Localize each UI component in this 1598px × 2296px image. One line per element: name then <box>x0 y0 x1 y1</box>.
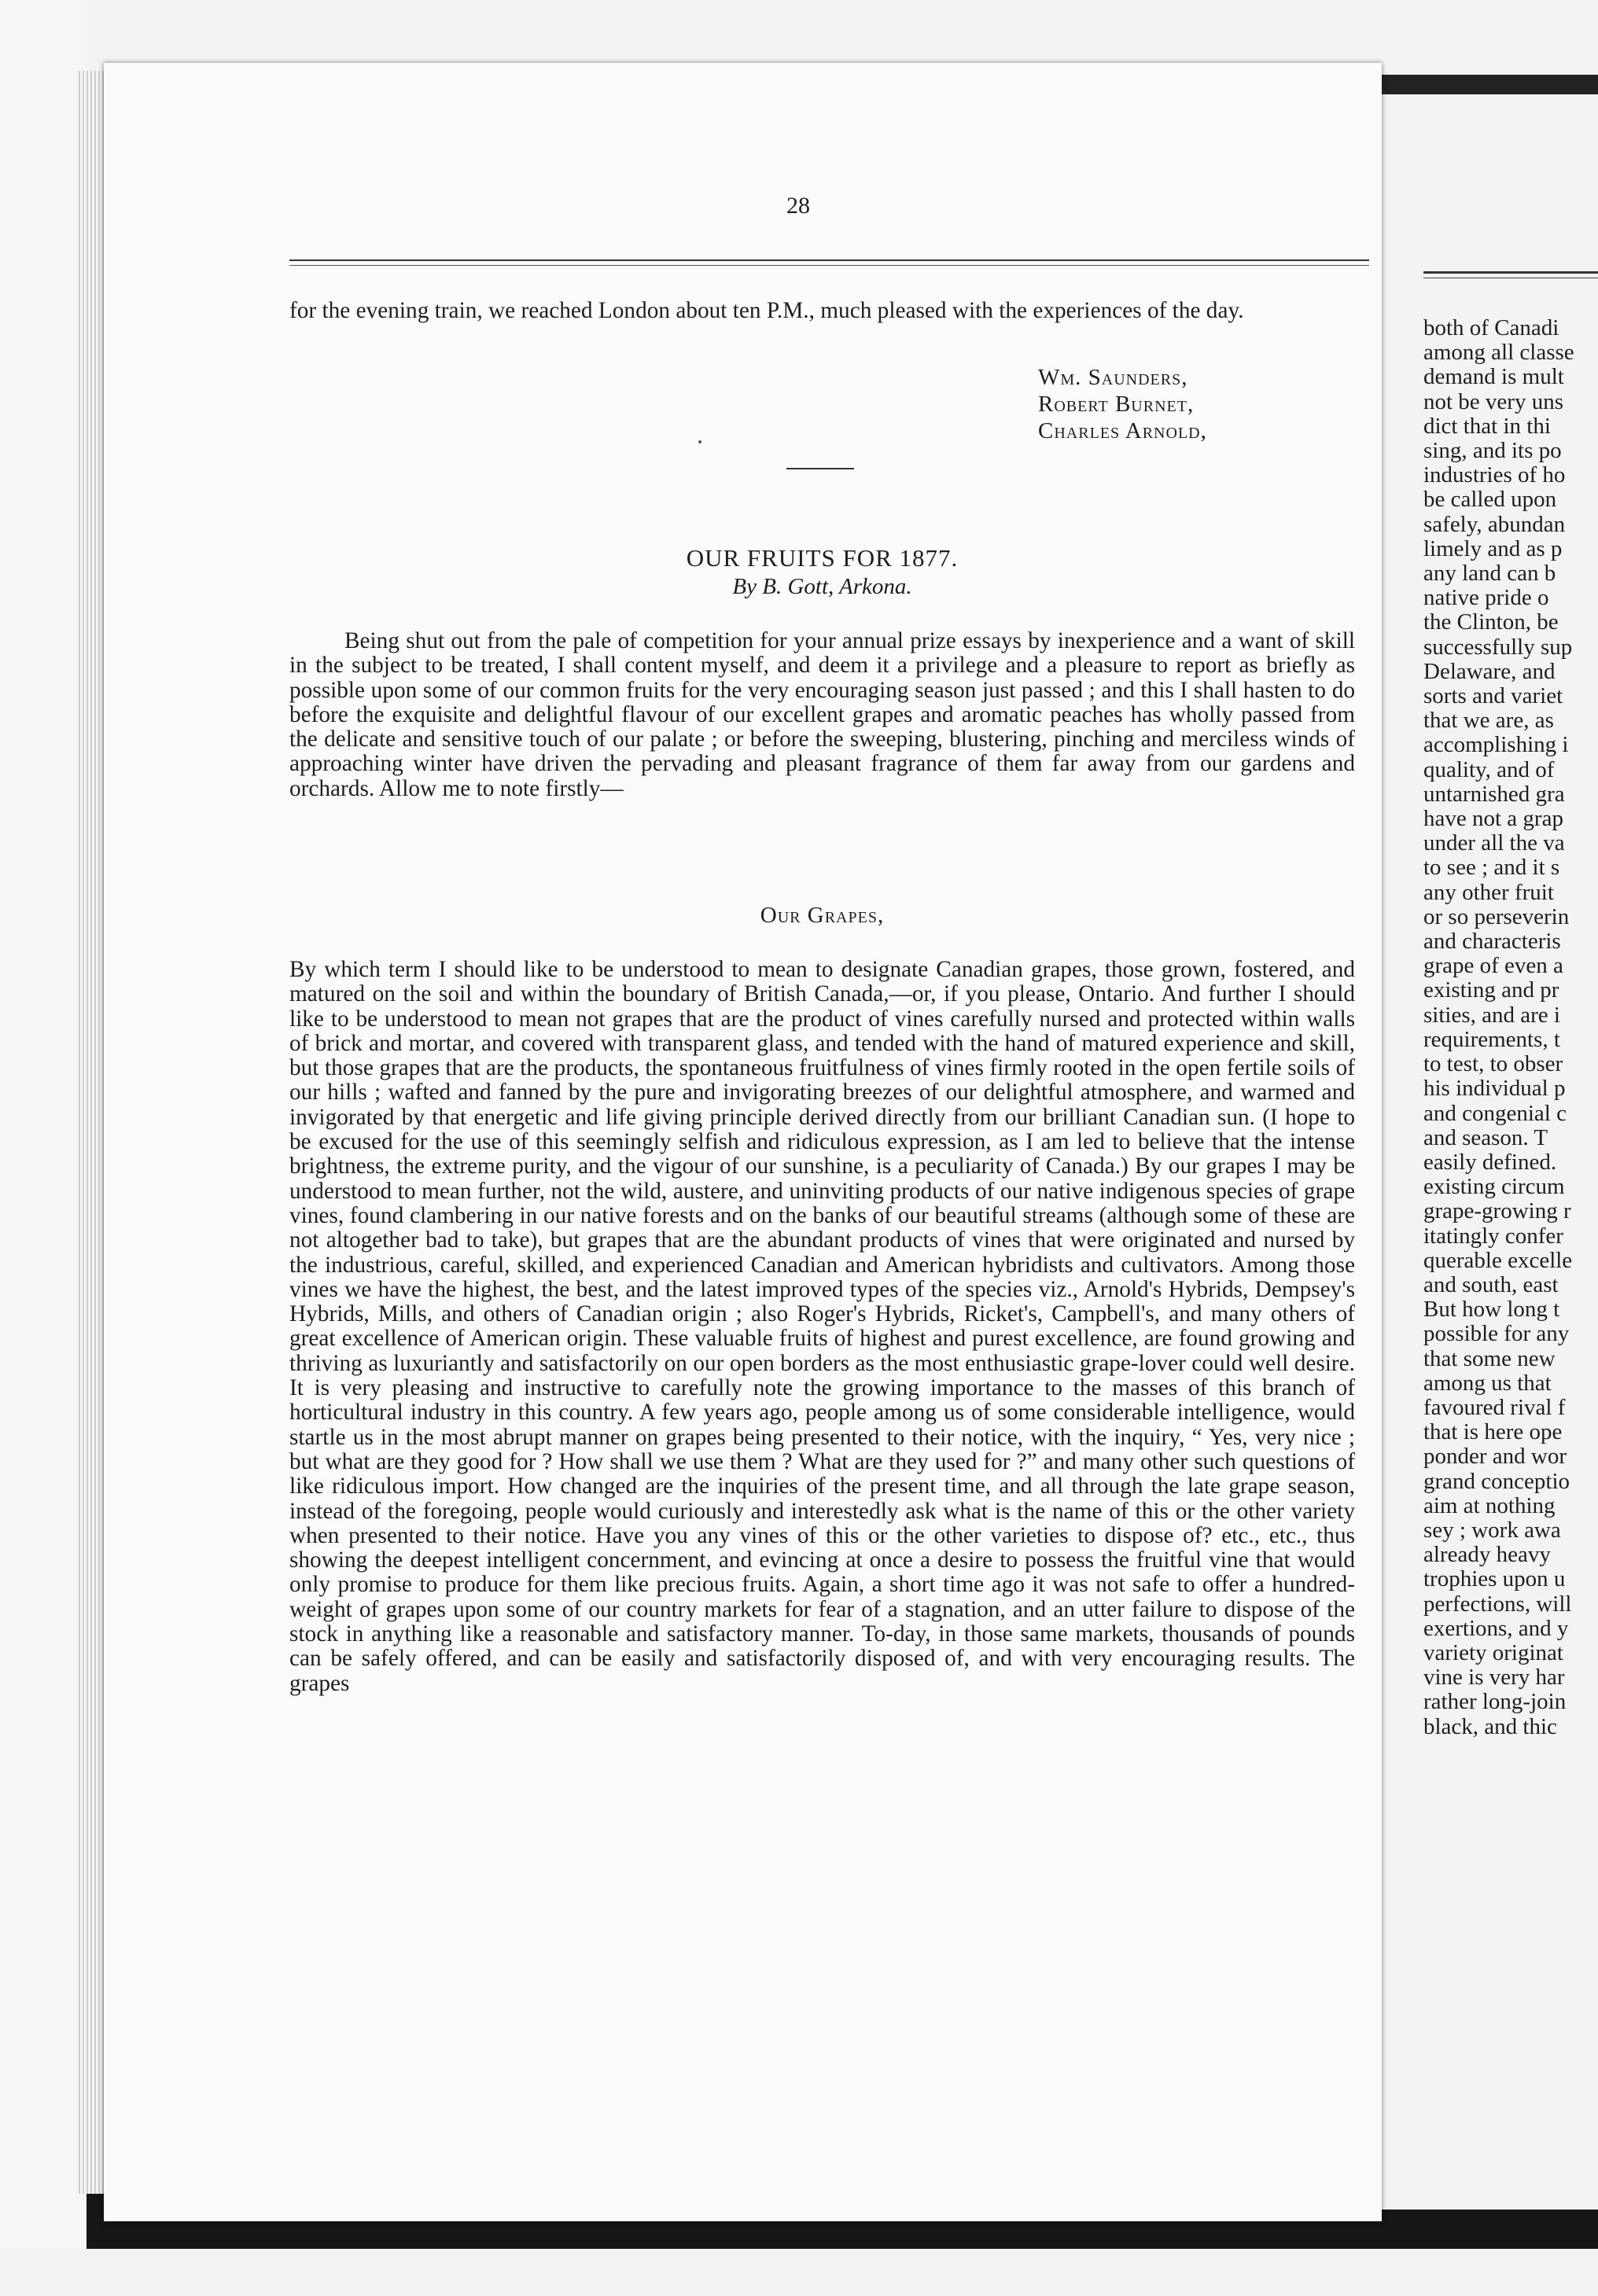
facing-page-line: untarnished gra <box>1423 781 1565 807</box>
facing-page-line: quality, and of <box>1423 756 1555 782</box>
facing-page-line: querable excelle <box>1423 1247 1573 1273</box>
facing-page-line: under all the va <box>1423 830 1565 856</box>
facing-page-line: or so perseverin <box>1423 903 1570 929</box>
facing-page-line: sing, and its po <box>1423 438 1562 464</box>
intro-paragraph: for the evening train, we reached London about ten P.M., much pleased with the experiences of the day. <box>289 298 1244 323</box>
facing-page-line: accomplishing i <box>1423 732 1569 758</box>
header-rule <box>289 259 1369 261</box>
facing-page-line: successfully sup <box>1423 634 1573 660</box>
facing-page-line: and south, east <box>1423 1271 1559 1297</box>
signatory: Wm. Saunders, <box>1038 365 1188 390</box>
article-paragraph: Being shut out from the pale of competition for your annual prize essays by inexperience and a want of skill in the subject to be treated, I shall content myself, and deem it a privilege and a pleasure to report as briefly as possible upon some of our common fruits for the very encouraging season just passed ; and this I shall hasten to do before the exquisite and delightful flavour of our excellent grapes and aromatic peaches has wholly passed from the delicate and sensitive touch of our palate ; or before the sweeping, blustering, pinching and merciless winds of approaching winter have driven the pervading and pleasant fragrance of them far away from our gardens and orchards. Allow me to note firstly— <box>289 628 1355 801</box>
facing-page-text <box>1423 316 1598 1739</box>
facing-page-line: already heavy <box>1423 1542 1551 1568</box>
facing-page-line: exertions, and y <box>1423 1615 1569 1641</box>
facing-page-line: his individual p <box>1423 1076 1566 1102</box>
article-paragraph: By which term I should like to be understood to mean to designate Canadian grapes, those grown, fostered, and matured on the soil and within the boundary of British Canada,—or, if you please, Ontario. And further I should like to be understood to mean not grapes that are the product of vines carefully nursed and protected within walls of brick and mortar, and covered with transparent glass, and tended with the hand of matured experience and skill, but those grapes that are the products, the spontaneous fruitfulness of vines firmly rooted in the open fertile soils of our hills ; wafted and fanned by the pure and invigorating breezes of our delightful atmosphere, and warmed and invigorated by that energetic and life giving principle derived directly from our brilliant Canadian sun. (I hope to be excused for the use of this seemingly selfish and ridiculous expression, as I am led to believe that the intense brightness, the extreme purity, and the vigour of our sunshine, is a peculiarity of Canada.) By our grapes I may be understood to mean further, not the wild, austere, and uninviting products of our native indigenous species of grape vines, found clambering in our native forests and on the banks of our beautiful streams (although some of these are not altogether bad to take), but grapes that are the abundant products of vines that were originated and nursed by the industrious, careful, skilled, and experienced Canadian and American hybridists and cultivators. Among those vines we have the highest, the best, and the latest improved types of the species viz., Arnold's Hybrids, Dempsey's Hybrids, Mills, and others of Canadian origin ; also Roger's Hybrids, Ricket's, Campbell's, and many others of great excellence of American origin. These valuable fruits of highest and purest excellence, are found growing and thriving as luxuriantly and satisfactorily on our open borders as the most enthusiastic grape-lover could well desire. It is very pleasing and instructive to carefully note the growing importance to the masses of this branch of horticultural industry in this country. A few years ago, people among us of some considerable intelligence, would startle us in the most abrupt manner on grapes being presented to their notice, with the inquiry, “ Yes, very nice ; but what are they good for ? How shall we use them ? What are they used for ?” and many other such questions of like ridiculous import. How changed are the inquiries of the present time, and all through the late grape season, instead of the foregoing, people would curiously and interestedly ask what is the name of this or the other variety when presented to their notice. Have you any vines of this or the other varieties to dispose of? etc., etc., thus showing the deepest intelligent concernment, and evincing at once a desire to possess the fruitful vine that would only promise to produce for them like precious fruits. Again, a short time ago it was not safe to offer a hundred-weight of grapes upon some of our country markets for fear of a stagnation, and an utter failure to dispose of the stock in anything like a reasonable and satisfactory manner. To-day, in those same markets, thousands of pounds can be safely offered, and can be easily and satisfactorily disposed of, and with very encouraging results. The grapes <box>289 957 1355 1696</box>
facing-page-line: and congenial c <box>1423 1100 1567 1126</box>
facing-page-line: grape of even a <box>1423 953 1563 979</box>
scan-bottom-margin <box>0 2249 1598 2296</box>
facing-page-line: vine is very har <box>1423 1665 1565 1691</box>
facing-page-line: to test, to obser <box>1423 1051 1563 1077</box>
facing-page-line: to see ; and it s <box>1423 855 1560 881</box>
facing-page-line: safely, abundan <box>1423 511 1566 537</box>
article-title: OUR FRUITS FOR 1877. <box>686 544 959 572</box>
facing-page-line: perfections, will <box>1423 1591 1572 1617</box>
facing-page-line: But how long t <box>1423 1297 1560 1323</box>
facing-page-line: any other fruit <box>1423 879 1554 905</box>
facing-page-line: industries of ho <box>1423 462 1566 488</box>
facing-page-rule <box>1423 271 1598 274</box>
facing-page-line: demand is mult <box>1423 364 1564 390</box>
header-rule-thin <box>289 265 1369 266</box>
facing-page-line: sities, and are i <box>1423 1002 1560 1028</box>
section-divider <box>786 468 854 469</box>
facing-page-line: that some new <box>1423 1345 1556 1371</box>
scan-left-margin <box>0 0 87 2296</box>
facing-page-line: favoured rival f <box>1423 1394 1566 1420</box>
facing-page-line: both of Canadi <box>1423 315 1559 340</box>
signatures <box>1038 364 1207 444</box>
facing-page-line: not be very uns <box>1423 388 1563 414</box>
section-heading: Our Grapes, <box>760 903 885 928</box>
signatory: Robert Burnet, <box>1038 392 1195 417</box>
facing-page-line: have not a grap <box>1423 806 1563 832</box>
facing-page-line: native pride o <box>1423 585 1549 611</box>
page-number: 28 <box>786 193 810 219</box>
facing-page-line: variety originat <box>1423 1639 1563 1665</box>
facing-page-line: grand conceptio <box>1423 1468 1570 1494</box>
facing-page-line: existing circum <box>1423 1174 1565 1200</box>
facing-page-line: and characteris <box>1423 929 1561 955</box>
facing-page-line: sorts and variet <box>1423 683 1563 709</box>
facing-page <box>1376 94 1598 2210</box>
signatory: Charles Arnold, <box>1038 418 1207 443</box>
stray-mark <box>698 440 701 443</box>
facing-page-line: sey ; work awa <box>1423 1517 1561 1543</box>
facing-page-line: any land can b <box>1423 561 1556 587</box>
facing-page-line: possible for any <box>1423 1321 1570 1347</box>
facing-page-line: easily defined. <box>1423 1149 1557 1175</box>
facing-page-line: limely and as p <box>1423 535 1563 561</box>
facing-page-line: that we are, as <box>1423 708 1554 734</box>
facing-page-line: the Clinton, be <box>1423 609 1559 635</box>
facing-page-line: trophies upon u <box>1423 1566 1566 1592</box>
facing-page-line: be called upon <box>1423 487 1557 513</box>
facing-page-line: requirements, t <box>1423 1026 1560 1052</box>
facing-page-line: among us that <box>1423 1370 1552 1396</box>
facing-page-line: existing and pr <box>1423 977 1559 1003</box>
facing-page-line: rather long-join <box>1423 1689 1567 1715</box>
facing-page-line: black, and thic <box>1423 1713 1557 1739</box>
facing-page-line: that is here ope <box>1423 1419 1563 1445</box>
facing-page-line: ponder and wor <box>1423 1444 1567 1470</box>
facing-page-line: dict that in thi <box>1423 413 1551 439</box>
facing-page-line: itatingly confer <box>1423 1223 1563 1249</box>
facing-page-line: Delaware, and <box>1423 658 1556 684</box>
article-byline: By B. Gott, Arkona. <box>732 574 912 599</box>
facing-page-line: grape-growing r <box>1423 1198 1571 1224</box>
facing-page-line: and season. T <box>1423 1124 1548 1150</box>
facing-page-line: aim at nothing <box>1423 1492 1556 1518</box>
facing-page-line: among all classe <box>1423 340 1574 366</box>
